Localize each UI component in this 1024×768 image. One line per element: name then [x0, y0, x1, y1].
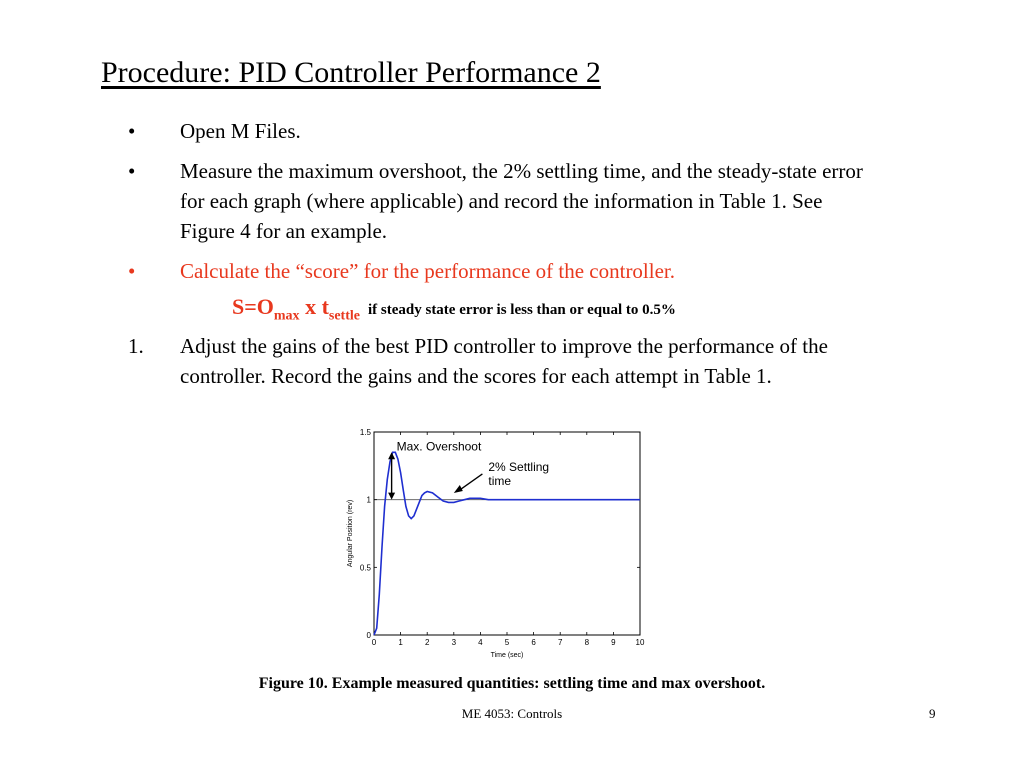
- bullet-marker: •: [128, 159, 136, 183]
- bullet-marker: •: [128, 259, 136, 283]
- y-tick-label: 1: [366, 495, 371, 505]
- y-tick-label: 0: [366, 631, 371, 640]
- score-formula: [232, 294, 676, 324]
- settling-label-line2: time: [488, 474, 512, 489]
- formula-sub-max: max: [273, 308, 300, 324]
- slide-title: Procedure: PID Controller Performance 2: [101, 56, 601, 89]
- x-tick-label: 10: [635, 638, 645, 647]
- bullet-text: Measure the maximum overshoot, the 2% settling time, and the steady-state error for each graph (where applicable) and record the information in Table 1. See Figure 4 for an example.: [180, 159, 863, 243]
- bullet-marker: •: [128, 119, 136, 143]
- figure-caption: Figure 10. Example measured quantities: settling time and max overshoot.: [258, 675, 766, 692]
- chart-svg: [340, 425, 650, 660]
- x-tick-label: 5: [504, 638, 510, 647]
- bullet-measure: [128, 156, 880, 246]
- x-tick-label: 1: [398, 638, 403, 647]
- x-tick-label: 7: [557, 638, 563, 647]
- settling-arrow-head: [454, 485, 463, 493]
- settling-label-line1: 2% Settling: [488, 460, 550, 475]
- x-axis-label: Time (sec): [490, 652, 524, 659]
- numbered-text: Adjust the gains of the best PID controller to improve the performance of the controller. Record the gains and the scores for each attempt in Table 1.: [180, 334, 828, 388]
- x-tick-label: 9: [611, 638, 616, 647]
- x-tick-label: 6: [531, 638, 536, 647]
- overshoot-label: Max. Overshoot: [396, 439, 482, 454]
- formula-x-t: x t: [299, 294, 329, 319]
- overshoot-arrow-head-down: [388, 493, 395, 500]
- x-tick-label: 0: [371, 638, 377, 647]
- bullet-text: Open M Files.: [180, 119, 301, 143]
- formula-equation: [232, 294, 360, 324]
- y-tick-label: 1.5: [359, 428, 371, 437]
- overshoot-arrow-head-up: [388, 452, 395, 459]
- settling-arrow-line: [460, 474, 483, 490]
- y-axis-label: Angular Position (rev): [347, 499, 354, 568]
- formula-s-eq-o: S=O: [232, 294, 274, 319]
- y-tick-label: 0.5: [359, 563, 371, 573]
- step-response-chart: [340, 425, 650, 660]
- page-number: 9: [929, 706, 936, 721]
- x-tick-label: 3: [451, 638, 457, 647]
- x-tick-label: 4: [478, 638, 483, 647]
- numbered-marker: 1.: [128, 334, 144, 358]
- bullet-text: Calculate the “score” for the performance of the controller.: [180, 259, 676, 283]
- bullet-calculate-score: [128, 256, 880, 286]
- x-tick-label: 2: [424, 638, 430, 647]
- formula-sub-settle: settle: [328, 308, 360, 324]
- formula-condition-note: if steady state error is less than or equal to 0.5%: [367, 302, 676, 318]
- footer-course: ME 4053: Controls: [461, 706, 563, 721]
- x-tick-label: 8: [584, 638, 590, 647]
- numbered-adjust-gains: [128, 331, 880, 391]
- bullet-open-files: [128, 116, 880, 146]
